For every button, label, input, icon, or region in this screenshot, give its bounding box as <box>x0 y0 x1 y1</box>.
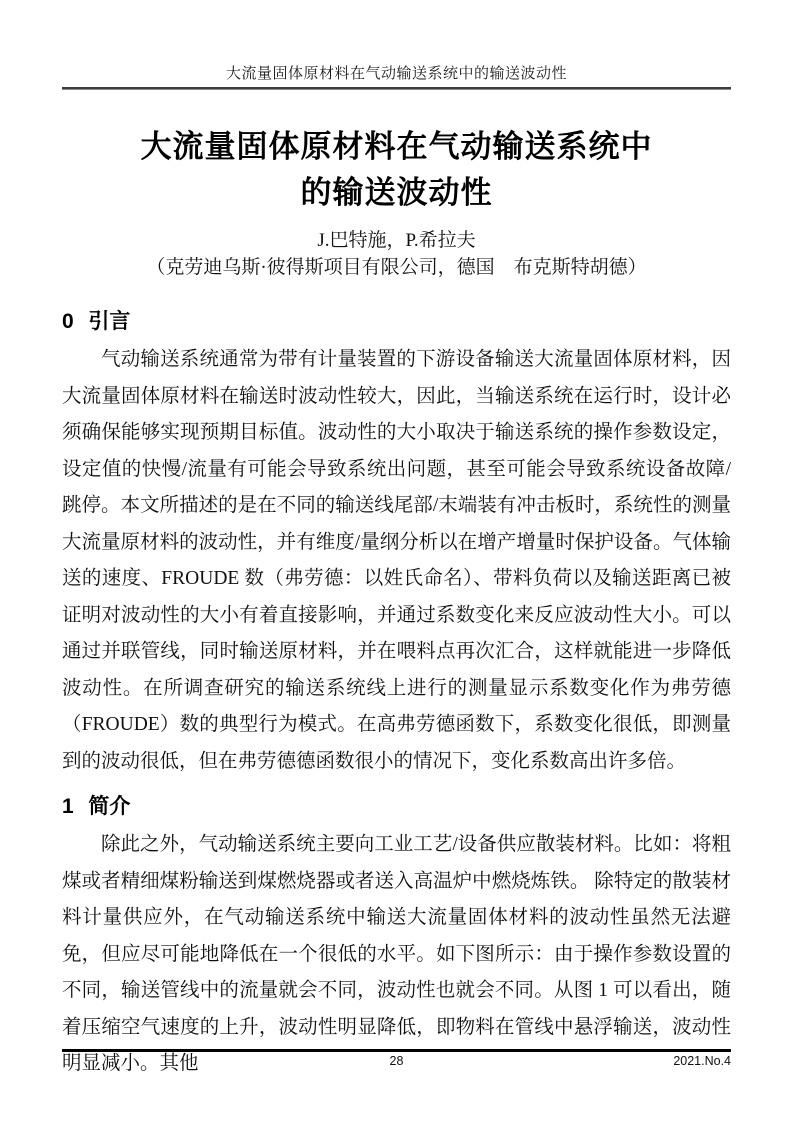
footer-row <box>62 1052 731 1074</box>
document-title-line2: 的输送波动性 <box>300 175 493 210</box>
header-rule <box>62 87 731 90</box>
section-1-paragraph: 除此之外，气动输送系统主要向工业工艺/设备供应散装材料。比如：将粗煤或者精细煤粉输送到煤燃烧器或者送入高温炉中燃烧炼铁。 除特定的散装材料计量供应外，在气动输送系统中输送大流量固体材料的波动性虽然无法避免，但应尽可能地降低在一个很低的水平。如下图所示：由于操作参数设置的不同，输送管线中的流量就会不同，波动性也就会不同。从图 1 可以看出，随着压缩空气速度的上升，波动性明显降低，即物料在管线中悬浮输送，波动性明显减小。其他 <box>62 834 731 1074</box>
section-0-number: 0 <box>62 310 74 333</box>
document-title-line1: 大流量固体原材料在气动输送系统中 <box>140 129 653 164</box>
section-1-number: 1 <box>62 795 74 818</box>
page-number: 28 <box>389 1054 404 1068</box>
authors: J.巴特施，P.希拉夫 <box>317 230 476 251</box>
section-0-paragraph: 气动输送系统通常为带有计量装置的下游设备输送大流量固体原材料，因大流量固体原材料在输送时波动性较大，因此，当输送系统在运行时，设计必须确保能够实现预期目标值。波动性的大小取决于输送系统的操作参数设定，设定值的快慢/流量有可能会导致系统出问题，甚至可能会导致系统设备故障/跳停。本文所描述的是在不同的输送线尾部/末端装有冲击板时，系统性的测量大流量原材料的波动性，并有维度/量纲分析以在增产增量时保护设备。气体输送的速度、FROUDE 数（弗劳德：以姓氏命名）、带料负荷以及输送距离已被证明对波动性的大小有着直接影响，并通过系数变化来反应波动性大小。可以通过并联管线，同时输送原材料，并在喂料点再次汇合，这样就能进一步降低波动性。在所调查研究的输送系统线上进行的测量显示系数变化作为弗劳德（FROUDE）数的典型行为模式。在高弗劳德函数下，系数变化很低，即测量到的波动很低，但在弗劳德德函数很小的情况下，变化系数高出许多倍。 <box>62 349 731 772</box>
section-0-title: 引言 <box>88 310 131 333</box>
section-1-title: 简介 <box>88 795 131 818</box>
section-1-heading <box>62 792 731 822</box>
running-head: 大流量固体原材料在气动输送系统中的输送波动性 <box>225 66 567 82</box>
affiliation: （克劳迪乌斯·彼得斯项目有限公司，德国 布克斯特胡德） <box>146 257 647 278</box>
page-footer <box>62 1049 731 1074</box>
section-0-heading <box>62 307 731 337</box>
issue-label: 2021.No.4 <box>673 1054 731 1068</box>
document-title <box>62 124 731 216</box>
